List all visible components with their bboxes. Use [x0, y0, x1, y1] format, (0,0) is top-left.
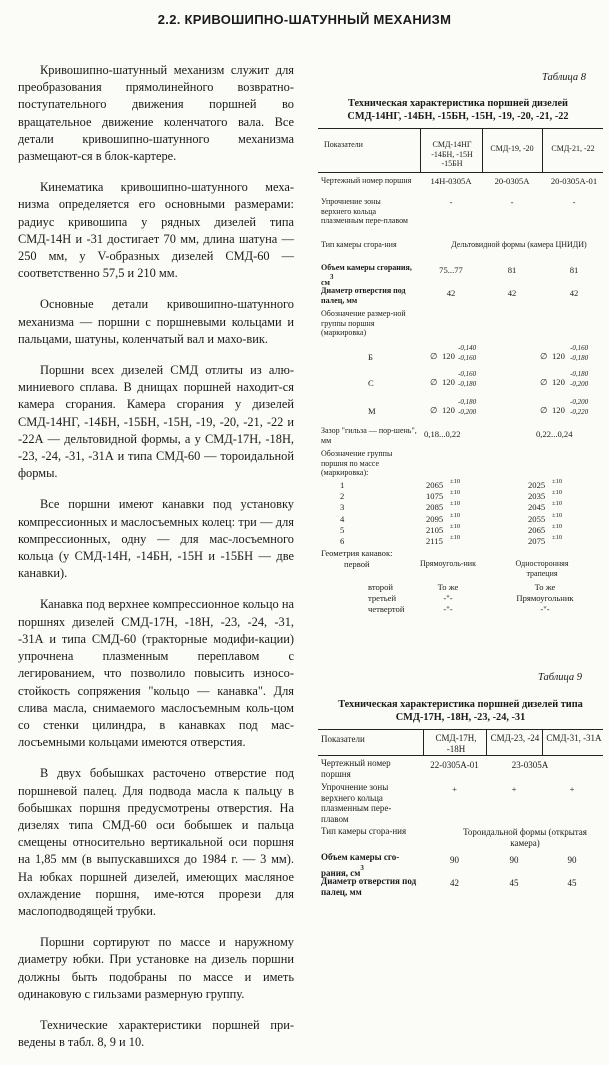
table-cell: - — [572, 197, 576, 207]
paragraph: Кривошипно-шатунный механизм служит для преобразования прямолинейного возвратно-поступательного движения поршней во вращательное движение коленчатого вала. Все детали кривошипно-шатунного механизма размещают-ся в блок-картере. — [18, 63, 294, 164]
diameter-symbol: ∅ — [540, 351, 548, 361]
table-cell: 2115 — [426, 536, 443, 546]
table-cell: 81 — [507, 265, 517, 275]
table-cell: 90 — [567, 855, 577, 865]
table-cell: 42 — [569, 288, 579, 298]
group-mark: С — [368, 378, 374, 388]
table-rule — [486, 729, 487, 755]
tolerance-lower: -0,180 — [570, 354, 589, 362]
table-cell: 45 — [567, 878, 577, 888]
table-cell: 0,22...0,24 — [536, 429, 573, 439]
column-header: СМД-23, -24 — [490, 733, 540, 743]
diameter-symbol: ∅ — [540, 377, 548, 387]
paragraph: Кинематика кривошипно-шатунного меха-низма определяется его основными размерами: радиус кривошипа у рядных дизелей типа СМД-14Н и -31 достигает 70 мм, длина шатуна — 250 мм, у V-образных дизелей СМД-60 — соответственно 57,5 и 210 мм. — [18, 180, 294, 281]
table-cell: 2085 — [426, 502, 444, 513]
table-rule — [318, 172, 603, 173]
row-label: Геометрия канавок: — [321, 548, 393, 558]
table-cell: 42 — [450, 878, 459, 888]
table-cell: 2105 — [426, 524, 444, 535]
column-header: СМД-17Н, -18Н — [435, 733, 477, 754]
table-cell: 23-0305А — [511, 760, 549, 770]
row-label: Тип камеры сгора-ния — [321, 240, 397, 249]
table-cell: 2045 — [528, 502, 546, 513]
tolerance-upper: -0,200 — [570, 398, 589, 406]
mass-group-number: 5 — [340, 524, 345, 535]
groove-name: второй — [368, 582, 393, 592]
table-cell: + — [452, 784, 457, 794]
paragraph: Технические характеристики поршней при-ведены в табл. 8, 9 и 10. — [18, 1017, 294, 1050]
tolerance: ±10 — [450, 478, 461, 485]
table-cell: 120 — [552, 377, 565, 387]
table-cell: 20-0305А-01 — [550, 176, 598, 186]
diameter-symbol: ∅ — [540, 405, 548, 415]
tolerance: ±10 — [450, 500, 461, 508]
group-mark: Б — [368, 352, 373, 362]
table-cell: 90 — [509, 855, 519, 865]
diameter-symbol: ∅ — [430, 405, 438, 415]
table-cell: Тороидальной формы (открытая камера) — [463, 827, 587, 848]
tolerance-lower: -0,220 — [570, 408, 589, 416]
paragraph: Поршни всех дизелей СМД отлиты из алю-миниевого сплава. В днищах поршней находит-ся камера сгорания. Камера сгорания у дизелей СМД-14НГ, -14БН, -15БН, -15Н, -19, -20, -21, -22 и -22А — дельтовидной формы, а у СМД-17Н, -18Н, -23, -24, -31, -31А и типа СМД-60 — тороидальной формы. — [18, 363, 294, 481]
tolerance: ±10 — [450, 522, 461, 530]
diameter-symbol: ∅ — [430, 377, 438, 387]
row-label: Диаметр отверстия под палец, мм — [321, 286, 406, 305]
table-rule — [542, 128, 543, 172]
table-rule — [318, 128, 603, 129]
tolerance: ±10 — [552, 534, 563, 541]
tolerance: ±10 — [552, 500, 563, 508]
table-rule — [423, 729, 424, 755]
row-label: Обозначение группы поршня по массе (маркировка): — [321, 449, 393, 477]
table-cell: + — [511, 784, 517, 794]
table-cell: 81 — [569, 265, 579, 275]
table-cell: 2065 — [426, 480, 444, 490]
table-cell: 2065 — [528, 524, 546, 535]
table-cell: Прямоуголь-ник — [420, 559, 476, 568]
tolerance-upper: -0,160 — [458, 370, 477, 378]
table-cell: 2035 — [528, 491, 546, 502]
tolerance-upper: -0,140 — [458, 344, 477, 352]
table-rule — [542, 729, 543, 755]
table-cell: 42 — [507, 288, 517, 298]
tolerance-lower: -0,160 — [458, 354, 477, 362]
row-label: Зазор "гильза — пор-шень", мм — [321, 426, 417, 445]
tolerance: ±10 — [450, 511, 461, 519]
table-rule — [482, 128, 483, 172]
table-cell: -"- — [443, 593, 453, 603]
table-cell: То же — [437, 582, 459, 592]
column-header: Показатели — [321, 734, 365, 744]
column-header: СМД-21, -22 — [551, 144, 595, 153]
mass-group-number: 4 — [340, 513, 345, 524]
table-cell: Дельтовидной формы (камера ЦНИДИ) — [451, 240, 587, 249]
tolerance: ±10 — [450, 534, 461, 541]
column-header: СМД-31, -31А — [546, 733, 602, 743]
tolerance: ±10 — [552, 522, 563, 530]
table-cell: 22-0305А-01 — [430, 760, 479, 770]
table-cell: Односторонняя трапеция — [515, 559, 569, 578]
tolerance: ±10 — [450, 489, 461, 497]
row-label: Тип камеры сгора-ния — [321, 826, 407, 836]
row-label: Чертежный номер поршня — [321, 176, 412, 185]
table-cell: 120 — [442, 405, 455, 415]
table-cell: 120 — [442, 377, 455, 387]
table-cell: 2095 — [426, 513, 444, 524]
table-cell: -"- — [540, 604, 550, 614]
table-rule — [318, 729, 603, 730]
paragraph: Поршни сортируют по массе и наружному диаметру юбки. При установке на дизель поршни должны быть подобраны по массе и иметь одинаковую с гильзами размерную группу. — [18, 935, 294, 1001]
table-cell: То же — [534, 582, 556, 592]
table-cell: 14Н-0305А — [430, 176, 472, 186]
table-cell: 20-0305А — [494, 176, 530, 186]
table-cell: + — [569, 784, 575, 794]
tolerance-upper: -0,180 — [570, 370, 589, 378]
paragraph: Все поршни имеют канавки под установку компрессионных и маслосъемных колец: три — для компрессионных, одну — для мас-лосъемного кольца (у СМД-14Н, -14БН, -15Н и -15БН — две канавки). — [18, 497, 294, 581]
row-label: Диаметр отверстия под палец, мм — [321, 876, 417, 897]
column-header: СМД-19, -20 — [490, 144, 534, 153]
row-label: Объем камеры сгорания, см3 — [321, 263, 412, 287]
row-label: Упрочнение зоны верхнего кольца плазменным пере-плавом — [321, 782, 392, 824]
page-title: 2.2. КРИВОШИПНО-ШАТУННЫЙ МЕХАНИЗМ — [157, 12, 452, 27]
table-cell: - — [449, 197, 453, 207]
table-cell: 1075 — [426, 491, 444, 502]
mass-group-number: 1 — [340, 480, 345, 490]
table-cell: - — [510, 197, 514, 207]
table-cell: 2075 — [528, 536, 546, 546]
table-label: Таблица 8 — [542, 72, 587, 83]
group-mark: М — [368, 406, 376, 416]
table-cell: 0,18...0,22 — [424, 429, 461, 439]
tolerance-upper: -0,160 — [570, 344, 589, 352]
mass-group-number: 2 — [340, 491, 345, 502]
row-label: Чертежный номер поршня — [321, 758, 391, 779]
table-cell: 42 — [446, 288, 456, 298]
table-rule — [420, 128, 421, 172]
table-cell: 120 — [552, 405, 565, 415]
tolerance-lower: -0,200 — [458, 408, 477, 416]
table-rule — [318, 755, 603, 756]
tolerance: ±10 — [552, 489, 563, 497]
column-header: Показатели — [324, 140, 363, 149]
table-cell: 120 — [442, 351, 455, 361]
paragraph: В двух бобышках расточено отверстие под поршневой палец. Для подвода масла к пальцу в бобышках поршня предусмотрены отверстия. На дизелях типа СМД-60 оси бобышек и пальца смещены относительно вертикальной оси поршня на 1,85 мм (в выпускавшихся до 1984 г. — 3 мм). На юбках поршней дизелей, имеющих масляное охлаждение поршня, име-ются прорези для маслоподводящей трубки. — [18, 766, 294, 918]
tolerance: ±10 — [552, 511, 563, 519]
table-cell: Прямоугольник — [516, 593, 574, 603]
table-title: Техническая характеристика поршней дизелей типа СМД-17Н, -18Н, -23, -24, -31 — [338, 699, 583, 723]
table-label: Таблица 9 — [538, 672, 583, 683]
diameter-symbol: ∅ — [430, 351, 438, 361]
mass-group-number: 3 — [340, 502, 345, 513]
body-text — [18, 62, 294, 1065]
tolerance-lower: -0,180 — [458, 380, 477, 388]
row-label: Обозначение размер-ной группы поршня (маркировка) — [321, 309, 406, 337]
table-cell: 2025 — [528, 480, 546, 490]
paragraph: Канавка под верхнее компрессионное кольцо на поршнях дизелей СМД-17Н, -18Н, -23, -24, -31, -31А и типа СМД-60 (тракторные модифи-кации) упрочнена плазменным переплавом с легированием, что позволило повысить износо-стойкость сопряжения "кольцо — канавка". Для слива масла, снимаемого маслосъемным коль-цом со стенки цилиндра, в канавках под мас-лосъемными кольцами имеются отверстия. — [18, 597, 294, 750]
table-cell: 90 — [450, 855, 459, 865]
tolerance-upper: -0,180 — [458, 398, 477, 406]
row-label: Объем камеры сго-рания, $см^3$ — [321, 852, 400, 878]
row-label: Упрочнение зоны верхнего кольца плазменным пере-плавом — [321, 197, 408, 225]
groove-name: первой — [344, 559, 370, 569]
groove-name: четвертой — [368, 604, 405, 614]
tolerance-lower: -0,200 — [570, 380, 589, 388]
table-cell: 75...77 — [439, 265, 463, 275]
table-cell: -"- — [443, 604, 453, 614]
table-title: Техническая характеристика поршней дизелей СМД-14НГ, -14БН, -15БН, -15Н, -19, -20, -21, -22 — [347, 98, 569, 122]
mass-group-number: 6 — [340, 536, 345, 546]
table-cell: 2055 — [528, 513, 546, 524]
table-cell: 45 — [509, 878, 519, 888]
groove-name: третьей — [368, 593, 397, 603]
column-header: СМД-14НГ -14БН, -15Н -15БН — [431, 140, 473, 168]
paragraph: Основные детали кривошипно-шатунного механизма — поршни с поршневыми кольцами и пальцами, шатуны, коленчатый вал и махо-вик. — [18, 297, 294, 346]
table-cell: 120 — [552, 351, 565, 361]
tolerance: ±10 — [552, 478, 563, 485]
